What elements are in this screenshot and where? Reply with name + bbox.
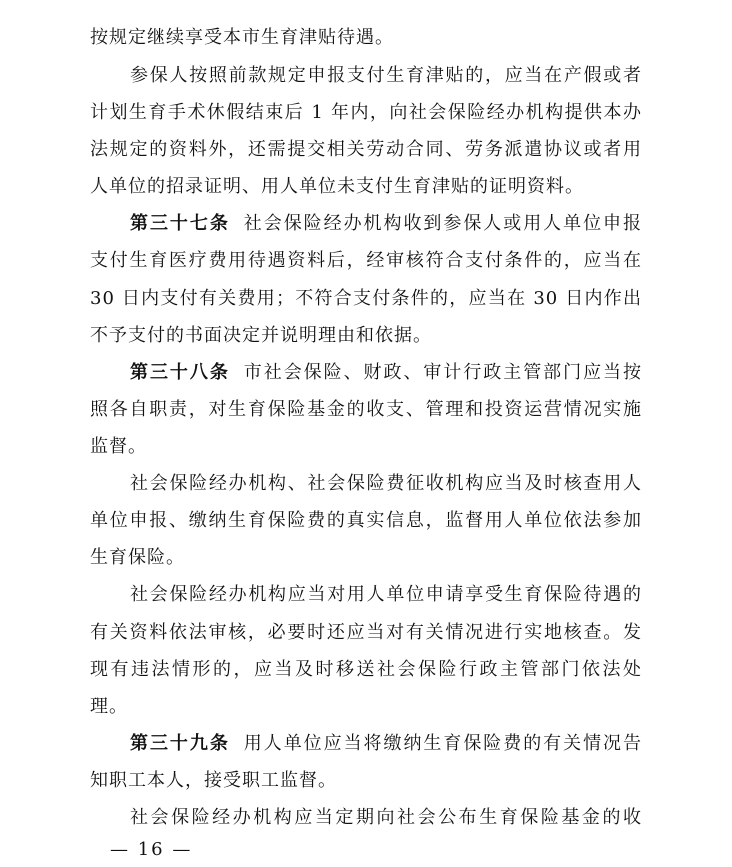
text-line: 单位申报、缴纳生育保险费的真实信息，监督用人单位依法参加 bbox=[90, 510, 642, 531]
text-line: 理。 bbox=[90, 696, 128, 717]
text-line: 照各自职责，对生育保险基金的收支、管理和投资运营情况实施 bbox=[90, 399, 642, 420]
text-line: 有关资料依法审核，必要时还应当对有关情况进行实地核查。发 bbox=[90, 622, 642, 643]
text-line: 支付生育医疗费用待遇资料后，经审核符合支付条件的，应当在 bbox=[90, 250, 642, 271]
paragraph-start-line: 社会保险经办机构应当对用人单位申请享受生育保险待遇的 bbox=[130, 584, 642, 605]
text-line: 30 日内支付有关费用；不符合支付条件的，应当在 30 日内作出 bbox=[90, 288, 642, 309]
paragraph-start-line: 社会保险经办机构、社会保险费征收机构应当及时核查用人 bbox=[130, 473, 642, 494]
text-line: 知职工本人，接受职工监督。 bbox=[90, 770, 337, 791]
text-line: 现有违法情形的，应当及时移送社会保险行政主管部门依法处 bbox=[90, 659, 642, 680]
article-label: 第三十九条 bbox=[130, 733, 230, 754]
text-line: 人单位的招录证明、用人单位未支付生育津贴的证明资料。 bbox=[90, 176, 584, 197]
article-label: 第三十七条 bbox=[130, 213, 230, 234]
page-number: — 16 — bbox=[110, 839, 193, 860]
article-label: 第三十八条 bbox=[130, 362, 230, 383]
paragraph-start-line: 参保人按照前款规定申报支付生育津贴的，应当在产假或者 bbox=[130, 65, 642, 86]
text-line: 按规定继续享受本市生育津贴待遇。 bbox=[90, 27, 394, 48]
text-line: 法规定的资料外，还需提交相关劳动合同、劳务派遣协议或者用 bbox=[90, 139, 642, 160]
article-39-heading-line: 第三十九条 用人单位应当将缴纳生育保险费的有关情况告 bbox=[130, 733, 643, 754]
text-line: 不予支付的书面决定并说明理由和依据。 bbox=[90, 325, 432, 346]
text-line: 计划生育手术休假结束后 1 年内，向社会保险经办机构提供本办 bbox=[90, 102, 642, 123]
text-line: 生育保险。 bbox=[90, 547, 185, 568]
text-line: 监督。 bbox=[90, 436, 147, 457]
paragraph-start-line: 社会保险经办机构应当定期向社会公布生育保险基金的收 bbox=[130, 807, 642, 828]
article-37-heading-line: 第三十七条 社会保险经办机构收到参保人或用人单位申报 bbox=[130, 213, 643, 234]
article-38-heading-line: 第三十八条 市社会保险、财政、审计行政主管部门应当按 bbox=[130, 362, 643, 383]
